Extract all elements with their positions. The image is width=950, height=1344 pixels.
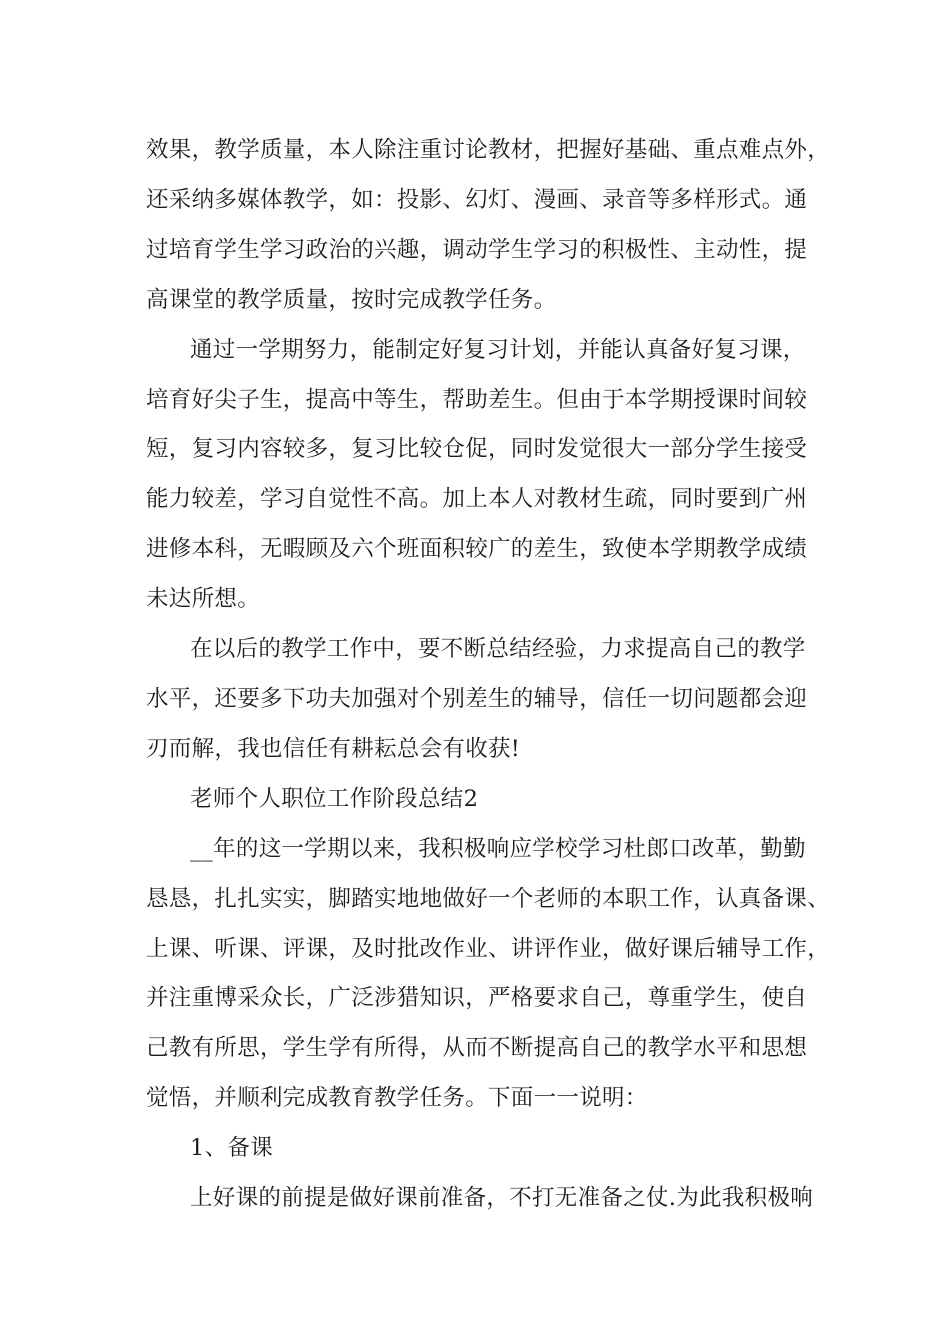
text-line: 未达所想。: [146, 586, 261, 612]
text-line: 过培育学生学习政治的兴趣，调动学生学习的积极性、主动性，提: [146, 237, 808, 263]
text-line: 刃而解，我也信任有耕耘总会有收获!: [146, 736, 521, 762]
text-line: 水平，还要多下功夫加强对个别差生的辅导，信任一切问题都会迎: [146, 686, 808, 712]
text-line: 进修本科，无暇顾及六个班面积较广的差生，致使本学期教学成绩: [146, 536, 808, 562]
text-line: 并注重博采众长，广泛涉猎知识，严格要求自己，尊重学生，使自: [146, 985, 808, 1011]
text-line: 培育好尖子生，提高中等生，帮助差生。但由于本学期授课时间较: [146, 387, 808, 413]
text-line: 高课堂的教学质量，按时完成教学任务。: [146, 287, 557, 313]
text-line: 恳恳，扎扎实实，脚踏实地地做好一个老师的本职工作，认真备课、: [146, 886, 831, 912]
text-line: 还采纳多媒体教学，如：投影、幻灯、漫画、录音等多样形式。通: [146, 187, 808, 213]
text-line: 己教有所思，学生学有所得，从而不断提高自己的教学水平和思想: [146, 1035, 808, 1061]
text-line: 觉悟，并顺利完成教育教学任务。下面一一说明：: [146, 1085, 648, 1111]
text-line: 短，复习内容较多，复习比较仓促，同时发觉很大一部分学生接受: [146, 436, 808, 462]
paragraph-start: __年的这一学期以来，我积极响应学校学习杜郎口改革，勤勤: [190, 836, 806, 862]
text-line: 效果，教学质量，本人除注重讨论教材，把握好基础、重点难点外，: [146, 137, 831, 163]
paragraph-start: 在以后的教学工作中，要不断总结经验，力求提高自己的教学: [190, 636, 806, 662]
subheading: 1、备课: [190, 1135, 274, 1161]
text-line: 上课、听课、评课，及时批改作业、讲评作业，做好课后辅导工作，: [146, 936, 831, 962]
section-heading: 老师个人职位工作阶段总结2: [190, 786, 479, 812]
paragraph-start: 上好课的前提是做好课前准备，不打无准备之仗.为此我积极响: [190, 1185, 814, 1211]
paragraph-start: 通过一学期努力，能制定好复习计划，并能认真备好复习课，: [190, 337, 806, 363]
text-line: 能力较差，学习自觉性不高。加上本人对教材生疏，同时要到广州: [146, 486, 808, 512]
